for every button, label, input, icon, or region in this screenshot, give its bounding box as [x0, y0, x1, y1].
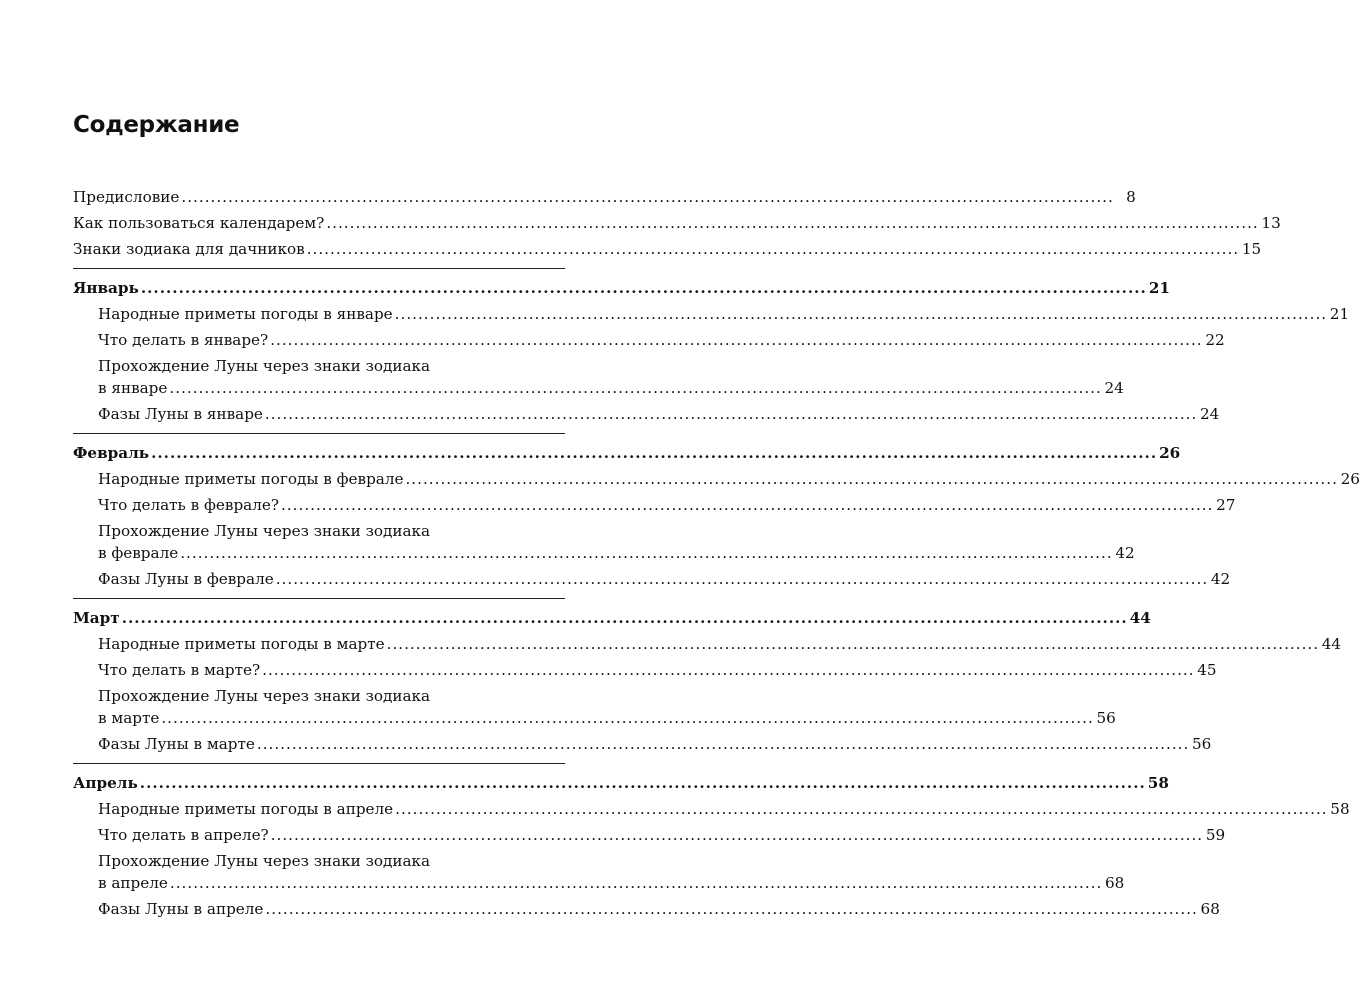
- toc-entry-label: Что делать в январе?: [98, 331, 269, 349]
- toc-page-number: 8: [1126, 188, 1136, 206]
- table-of-contents: [73, 184, 1360, 922]
- dot-leader: ................................................................................................................................................................: [180, 544, 1113, 562]
- toc-page-number: 13: [1261, 214, 1281, 232]
- dot-leader: ................................................................................................................................................................: [405, 470, 1338, 488]
- dot-leader: ................................................................................................................................................................: [181, 188, 1114, 206]
- toc-entry-label: в январе: [98, 379, 168, 397]
- toc-entry-label-line1: Прохождение Луны через знаки зодиака: [98, 357, 431, 375]
- toc-entry-label: Что делать в апреле?: [98, 826, 269, 844]
- toc-section-label: Январь: [73, 279, 139, 297]
- toc-section-march[interactable]: [73, 605, 1151, 631]
- toc-entry-label: Фазы Луны в феврале: [98, 570, 274, 588]
- toc-entry-march-todo[interactable]: [73, 657, 1217, 683]
- dot-leader: ................................................................................................................................................................: [395, 800, 1328, 818]
- dot-leader: ................................................................................................................................................................: [264, 405, 1198, 423]
- toc-entry-label-line1: Прохождение Луны через знаки зодиака: [98, 522, 431, 540]
- toc-page-number: 45: [1197, 661, 1217, 679]
- toc-page-number: 24: [1200, 405, 1220, 423]
- toc-entry-april-todo[interactable]: [73, 822, 1226, 848]
- toc-entry-april-moon-phases[interactable]: [73, 896, 1220, 922]
- toc-entry-label-line1: Прохождение Луны через знаки зодиака: [98, 852, 431, 870]
- toc-page-number: 58: [1330, 800, 1350, 818]
- toc-section-april[interactable]: [73, 770, 1169, 796]
- toc-page-number: 44: [1129, 609, 1151, 627]
- section-divider: [73, 763, 565, 764]
- dot-leader: ................................................................................................................................................................: [386, 635, 1320, 653]
- dot-leader: ................................................................................................................................................................: [169, 874, 1103, 892]
- toc-entry-label: в феврале: [98, 544, 179, 562]
- toc-entry-february-moon-transit[interactable]: [73, 540, 1135, 566]
- toc-entry-preface[interactable]: [73, 184, 1136, 210]
- toc-section-label: Февраль: [73, 444, 150, 462]
- dot-leader: ................................................................................................................................................................: [265, 900, 1198, 918]
- toc-entry-february-moon-phases[interactable]: [73, 566, 1231, 592]
- toc-entry-february-signs[interactable]: [73, 466, 1360, 492]
- dot-leader: ................................................................................................................................................................: [256, 735, 1190, 753]
- toc-entry-march-moon-phases[interactable]: [73, 731, 1212, 757]
- dot-leader: ................................................................................................................................................................: [262, 661, 1195, 679]
- toc-page-number: 27: [1216, 496, 1236, 514]
- toc-entry-label: Народные приметы погоды в апреле: [98, 800, 394, 818]
- toc-section-february[interactable]: [73, 440, 1181, 466]
- toc-page-number: 24: [1104, 379, 1124, 397]
- dot-leader: ................................................................................................................................................................: [394, 305, 1328, 323]
- toc-section-label: Апрель: [73, 774, 138, 792]
- toc-entry-label: Предисловие: [73, 188, 180, 206]
- toc-page-number: 21: [1148, 279, 1170, 297]
- toc-entry-january-moon-transit[interactable]: [73, 375, 1124, 401]
- toc-page-number: 59: [1205, 826, 1226, 844]
- toc-page-number: 56: [1096, 709, 1116, 727]
- toc-entry-march-moon-transit[interactable]: [73, 705, 1116, 731]
- dot-leader: ................................................................................................................................................................: [326, 214, 1259, 232]
- toc-page-number: 44: [1321, 635, 1342, 653]
- toc-page-number: 42: [1115, 544, 1135, 562]
- toc-entry-label: Фазы Луны в апреле: [98, 900, 264, 918]
- toc-page-number: 15: [1241, 240, 1262, 258]
- toc-page-number: 26: [1159, 444, 1181, 462]
- section-divider: [73, 268, 565, 269]
- dot-leader: ................................................................................................................................................................: [151, 444, 1158, 462]
- toc-entry-january-signs[interactable]: [73, 301, 1350, 327]
- toc-entry-february-todo[interactable]: [73, 492, 1236, 518]
- toc-entry-label: Народные приметы погоды в марте: [98, 635, 385, 653]
- toc-entry-label: Народные приметы погоды в январе: [98, 305, 393, 323]
- toc-entry-label: Фазы Луны в марте: [98, 735, 255, 753]
- toc-page-number: 56: [1191, 735, 1212, 753]
- dot-leader: ................................................................................................................................................................: [281, 496, 1214, 514]
- toc-page-number: 26: [1340, 470, 1360, 488]
- toc-section-label: Март: [73, 609, 120, 627]
- toc-section-january[interactable]: [73, 275, 1170, 301]
- toc-entry-label: Как пользоваться календарем?: [73, 214, 325, 232]
- page-title: Содержание: [73, 112, 240, 138]
- toc-entry-label: Народные приметы погоды в феврале: [98, 470, 404, 488]
- dot-leader: ................................................................................................................................................................: [306, 240, 1240, 258]
- toc-entry-label: Что делать в марте?: [98, 661, 261, 679]
- toc-page-number: 68: [1200, 900, 1220, 918]
- toc-entry-label: Фазы Луны в январе: [98, 405, 263, 423]
- dot-leader: ................................................................................................................................................................: [121, 609, 1128, 627]
- section-divider: [73, 433, 565, 434]
- toc-page-number: 68: [1105, 874, 1125, 892]
- toc-page-number: 42: [1210, 570, 1231, 588]
- toc-page-number: 22: [1205, 331, 1225, 349]
- dot-leader: ................................................................................................................................................................: [140, 279, 1147, 297]
- toc-page-number: 21: [1329, 305, 1350, 323]
- toc-entry-label-line1: Прохождение Луны через знаки зодиака: [98, 687, 431, 705]
- dot-leader: ................................................................................................................................................................: [275, 570, 1209, 588]
- toc-entry-april-moon-transit[interactable]: [73, 870, 1125, 896]
- dot-leader: ................................................................................................................................................................: [161, 709, 1094, 727]
- toc-entry-how-to-use[interactable]: [73, 210, 1281, 236]
- section-divider: [73, 598, 565, 599]
- toc-entry-january-moon-phases[interactable]: [73, 401, 1220, 427]
- toc-entry-label: Что делать в феврале?: [98, 496, 280, 514]
- dot-leader: ................................................................................................................................................................: [270, 826, 1204, 844]
- dot-leader: ................................................................................................................................................................: [139, 774, 1146, 792]
- toc-page-number: 58: [1147, 774, 1169, 792]
- toc-entry-label: в апреле: [98, 874, 168, 892]
- toc-entry-label: в марте: [98, 709, 160, 727]
- toc-entry-january-todo[interactable]: [73, 327, 1225, 353]
- toc-entry-zodiac-signs[interactable]: [73, 236, 1262, 262]
- toc-entry-label: Знаки зодиака для дачников: [73, 240, 305, 258]
- toc-entry-april-signs[interactable]: [73, 796, 1350, 822]
- dot-leader: ................................................................................................................................................................: [270, 331, 1203, 349]
- dot-leader: ................................................................................................................................................................: [169, 379, 1102, 397]
- toc-entry-march-signs[interactable]: [73, 631, 1342, 657]
